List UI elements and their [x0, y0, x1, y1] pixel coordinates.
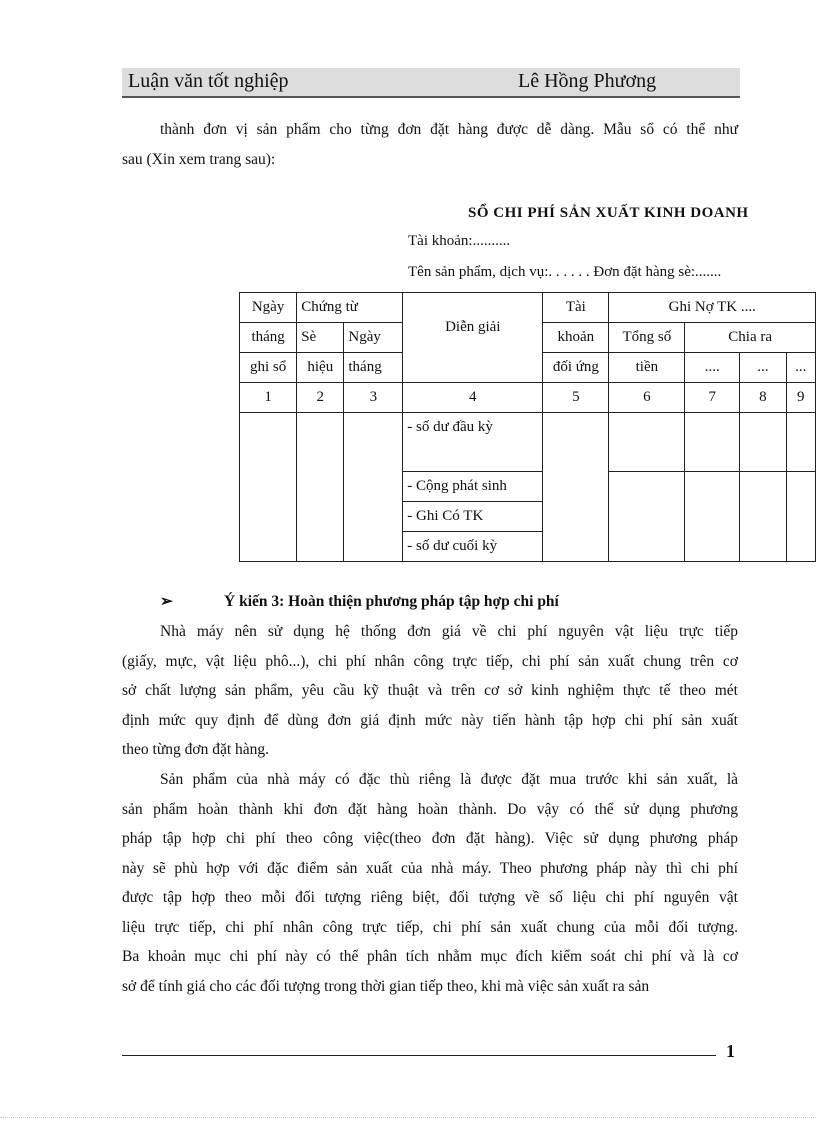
header-cell: Ghi Nợ TK ....: [609, 293, 816, 323]
header-cell: ghi sổ: [240, 353, 297, 383]
header-cell: Chia ra: [685, 323, 816, 353]
text-line: được tập hợp theo mỗi đối tượng riêng biệt, đối tượng về số liệu chi phí nguyên vật: [122, 889, 738, 906]
column-number: 8: [740, 383, 786, 413]
ledger-product: Tên sản phẩm, dịch vụ:. . . . . . Đơn đặt hàng sè:.......: [408, 264, 722, 280]
ledger-account: Tài khoản:..........: [408, 233, 511, 249]
column-number: 1: [240, 383, 297, 413]
text-line: Nhà máy nên sử dụng hệ thống đơn giá về chi phí nguyên vật liệu trực tiếp: [160, 623, 738, 640]
text-line: thành đơn vị sản phẩm cho từng đơn đặt hàng được dễ dàng. Mẫu sổ có thể như: [160, 121, 738, 138]
empty-cell: [344, 413, 403, 562]
empty-cell: [543, 413, 609, 562]
text-line: sở để tính giá cho các đối tượng trong thời gian tiếp theo, khi mà việc sản xuất ra sản: [122, 977, 650, 995]
empty-cell: [685, 413, 740, 472]
header-thesis-title: Luận văn tốt nghiệp: [128, 70, 289, 92]
header-cell: ...: [740, 353, 786, 383]
header-cell: Ngày: [344, 323, 403, 353]
header-cell: tháng: [240, 323, 297, 353]
text-line: Sản phẩm của nhà máy có đặc thù riêng là được đặt mua trước khi sản xuất, là: [160, 771, 738, 788]
header-cell: Chứng từ: [297, 293, 403, 323]
text-line: theo từng đơn đặt hàng.: [122, 741, 270, 758]
table-header-row: [240, 293, 816, 323]
table-row: [240, 413, 816, 472]
empty-cell: [786, 472, 815, 562]
empty-cell: [740, 472, 786, 562]
column-number: 3: [344, 383, 403, 413]
header-cell: khoản: [543, 323, 609, 353]
column-number: 2: [297, 383, 344, 413]
text-line: sở chất lượng sản phẩm, yêu cầu kỹ thuật và trên cơ sở kinh nghiệm thực tế theo mét: [122, 682, 738, 699]
text-line: sau (Xin xem trang sau):: [122, 150, 276, 168]
empty-cell: [786, 413, 815, 472]
column-number-row: [240, 383, 816, 413]
column-number: 5: [543, 383, 609, 413]
header-cell: đối ứng: [543, 353, 609, 383]
empty-cell: [609, 413, 685, 472]
column-number: 7: [685, 383, 740, 413]
empty-cell: [685, 472, 740, 562]
paragraph-job-costing: [122, 765, 738, 1001]
header-cell: Sè: [297, 323, 344, 353]
paragraph-unit-cost: [122, 617, 738, 765]
empty-cell: [609, 472, 685, 562]
empty-cell: [740, 413, 786, 472]
header-author: Lê Hồng Phương: [518, 70, 657, 92]
bullet-arrow-icon: ➢: [160, 593, 173, 610]
column-number: 4: [403, 383, 543, 413]
footer-rule: [122, 1055, 716, 1056]
empty-cell: [297, 413, 344, 562]
text-line: định mức quy định để dùng đơn giá định mức này tiến hành tập hợp chi phí sản xuất: [122, 711, 738, 729]
ledger-table: [239, 292, 816, 562]
header-cell: Tổng số: [609, 323, 685, 353]
section-heading-text: Ý kiến 3: Hoàn thiện phương pháp tập hợp chi phí: [224, 593, 559, 610]
page-number: 1: [726, 1041, 735, 1061]
header-cell: Ngày: [240, 293, 297, 323]
header-cell: tiền: [609, 353, 685, 383]
row-label-closing-balance: - số dư cuối kỳ: [403, 532, 543, 562]
header-cell: hiệu: [297, 353, 344, 383]
row-label-total-arising: - Cộng phát sinh: [403, 472, 543, 502]
section-heading: [160, 592, 559, 611]
header-cell: tháng: [344, 353, 403, 383]
text-line: (giấy, mực, vật liệu phô...), chi phí nhân công trực tiếp, chi phí sản xuất chung trên cơ: [122, 652, 738, 670]
text-line: sản phẩm hoàn thành khi đơn đặt hàng hoàn thành. Do vậy có thể sử dụng phương: [122, 800, 738, 818]
header-cell: Tài: [543, 293, 609, 323]
running-header: [122, 68, 740, 98]
row-label-credit-account: - Ghi Có TK: [403, 502, 543, 532]
page-bottom-border: [0, 1117, 816, 1118]
column-number: 9: [786, 383, 815, 413]
header-cell: ....: [685, 353, 740, 383]
header-cell: Diễn giải: [403, 293, 543, 383]
ledger-title: SỔ CHI PHÍ SẢN XUẤT KINH DOANH: [468, 205, 749, 221]
row-label-opening-balance: - số dư đầu kỳ: [403, 413, 543, 472]
text-line: Ba khoản mục chi phí này có thể phân tích nhằm mục đích kiểm soát chi phí và là cơ: [122, 948, 738, 965]
text-line: liệu trực tiếp, chi phí nhân công trực tiếp, chi phí sản xuất chung của mỗi đối tượng.: [122, 918, 738, 936]
header-cell: ...: [786, 353, 815, 383]
column-number: 6: [609, 383, 685, 413]
intro-paragraph: [122, 115, 738, 174]
empty-cell: [240, 413, 297, 562]
text-line: này sẽ phù hợp với đặc điểm sản xuất của nhà máy. Theo phương pháp này thì chi phí: [122, 859, 738, 877]
text-line: pháp tập hợp chi phí theo công việc(theo đơn đặt hàng). Việc sử dụng phương pháp: [122, 830, 738, 847]
